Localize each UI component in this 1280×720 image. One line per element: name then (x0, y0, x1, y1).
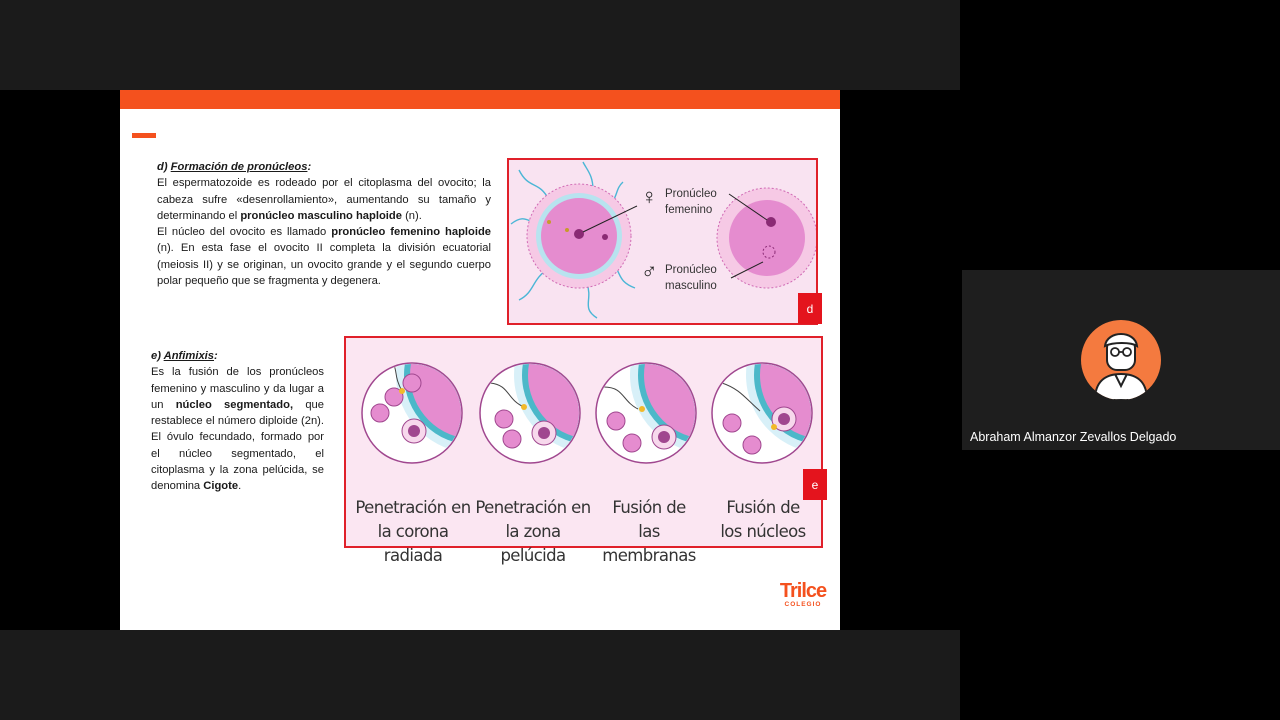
male-pronucleus-label (665, 262, 717, 294)
caption-4-line1: Fusión de (726, 498, 800, 517)
section-d-paragraph-1: El espermatozoide es rodeado por el citoplasma del ovocito; la cabeza sufre «desenrollamiento», aumentando su tamaño y determinando el pronúcleo masculino haploide (n). (157, 177, 491, 222)
caption-fusion-nucleos (704, 496, 822, 544)
female-pronucleus-label (665, 186, 717, 218)
section-e-text (151, 348, 324, 495)
trilce-logo (773, 581, 833, 608)
meeting-top-bar (0, 0, 960, 90)
section-d-text (157, 159, 491, 289)
meeting-bottom-bar (0, 630, 960, 720)
figure-e-tag: e (803, 469, 827, 500)
caption-1-line1: Penetración en (355, 498, 471, 517)
section-e-paragraph: Es la fusión de los pronúcleos femenino y masculino y da lugar a un núcleo segmentado, que restablece el número diploide (2n). El óvulo fecundado, formado por el núcleo segmentado, el citoplasma y la zona pelúcida, se denomina Cigote. (151, 366, 324, 493)
female-label-line1: Pronúcleo (665, 188, 717, 200)
logo-name: Trilce (779, 580, 827, 602)
caption-2-line1: Penetración en (475, 498, 591, 517)
figure-d-pronuclei (507, 158, 818, 325)
figure-e-anfimixis (344, 336, 823, 565)
section-d-paragraph-2: El núcleo del ovocito es llamado pronúcleo femenino haploide (n). En esta fase el ovocito II completa la división ecuatorial (meiosis II) y se originan, un ovocito grande y el segundo cuerpo polar pequeño que se fragmenta y degenera. (157, 226, 492, 288)
section-e-heading: e) Anfimixis: (151, 350, 218, 362)
pronuclei-illustration (509, 160, 816, 323)
caption-3-line1: Fusión de (612, 498, 686, 517)
male-symbol: ♂ (641, 258, 658, 283)
logo-sub: COLEGIO (784, 601, 822, 608)
caption-zona-pelucida (474, 496, 592, 568)
participant-tile[interactable] (962, 270, 1280, 450)
caption-1-line2: la corona radiada (377, 522, 449, 565)
section-d-heading: d) Formación de pronúcleos: (157, 161, 312, 173)
figure-d-tag: d (798, 293, 822, 324)
male-label-line1: Pronúcleo (665, 264, 717, 276)
participant-name: Abraham Almanzor Zevallos Delgado (970, 430, 1177, 444)
caption-4-line2: los núcleos (720, 522, 806, 541)
female-label-line2: femenino (665, 204, 713, 216)
slide-header-band (120, 90, 840, 109)
caption-corona-radiada (354, 496, 472, 568)
stage-4-circle (712, 338, 821, 463)
caption-3-line2: las membranas (602, 522, 696, 565)
caption-fusion-membranas (590, 496, 708, 568)
caption-2-line2: la zona pelúcida (500, 522, 566, 565)
female-symbol: ♀ (641, 184, 658, 209)
male-label-line2: masculino (665, 280, 717, 292)
anfimixis-illustration (346, 338, 821, 488)
shared-slide (120, 90, 840, 630)
slide-accent-dash (132, 133, 156, 138)
person-avatar-icon (1081, 320, 1161, 400)
